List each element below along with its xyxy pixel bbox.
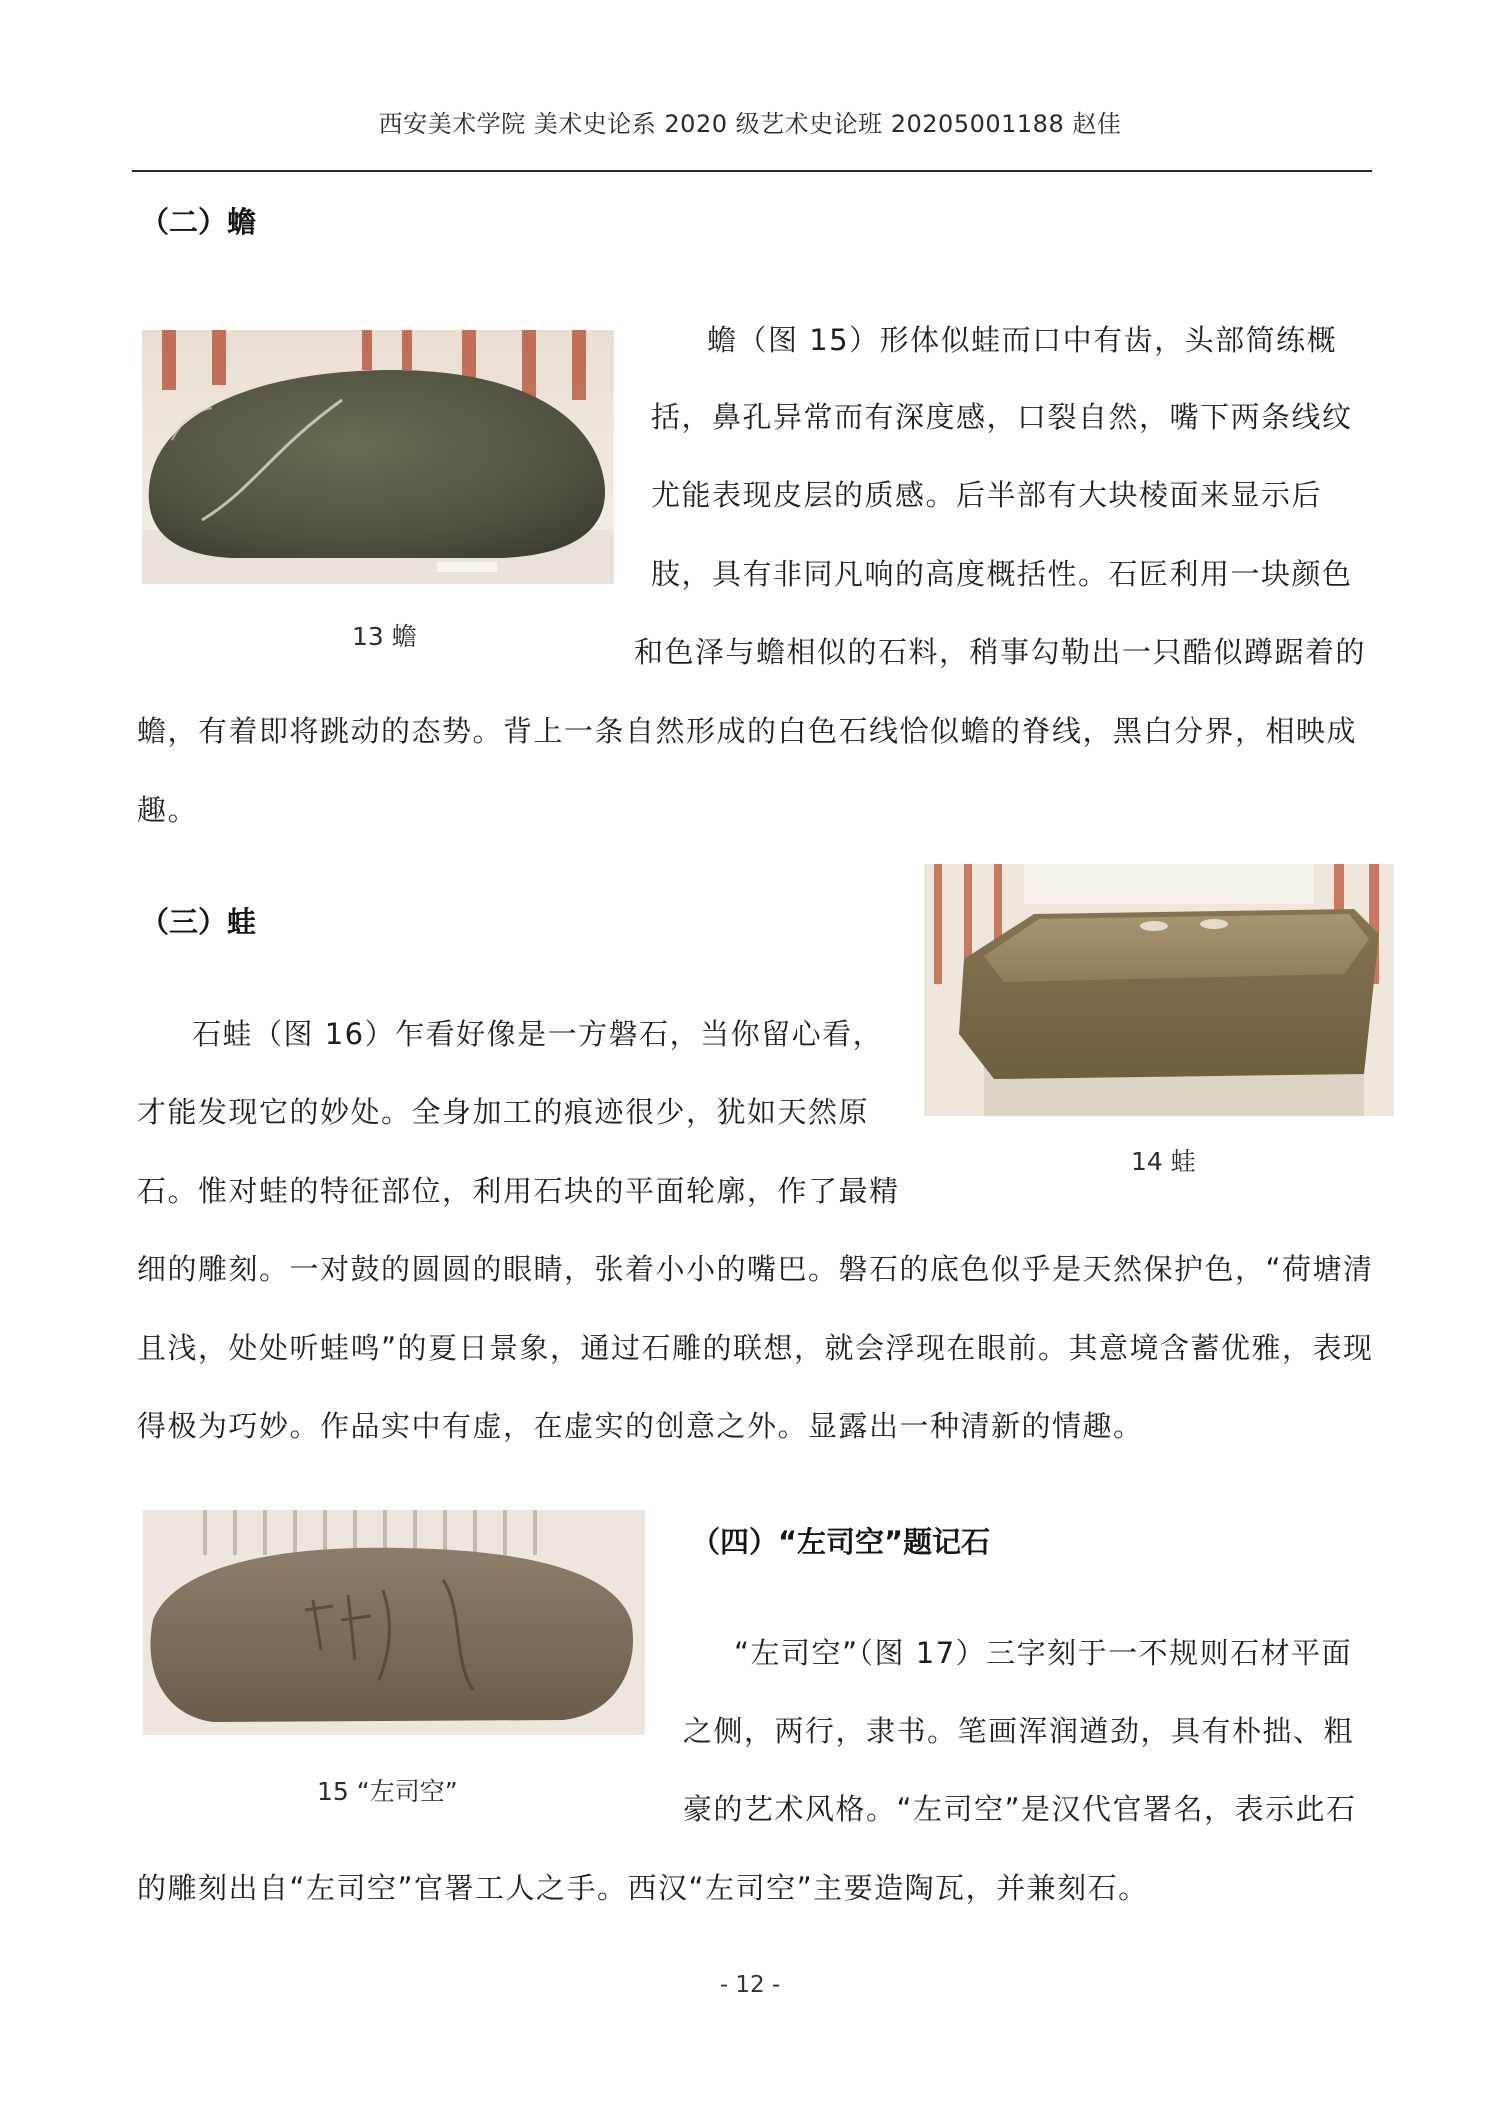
section-heading-toad: （二）蟾 [140, 205, 257, 239]
paragraph-line: 才能发现它的妙处。全身加工的痕迹很少，犹如天然原 [137, 1095, 870, 1129]
paragraph-line: 肢，具有非同凡响的高度概括性。石匠利用一块颜色 [651, 557, 1353, 591]
paragraph-line: 蟾，有着即将跳动的态势。背上一条自然形成的白色石线恰似蟾的脊线，黑白分界，相映成 [137, 714, 1358, 748]
photo-toad-stone [142, 330, 614, 584]
caption-toad: 13 蟾 [352, 622, 417, 651]
paragraph-line: 石。惟对蛙的特征部位，利用石块的平面轮廓，作了最精 [137, 1174, 900, 1208]
paragraph-line: 尤能表现皮层的质感。后半部有大块棱面来显示后 [651, 478, 1323, 512]
caption-inscription: 15 “左司空” [317, 1777, 458, 1806]
paragraph-line: “左司空”（图 17）三字刻于一不规则石材平面 [734, 1636, 1353, 1670]
section-heading-inscription: （四）“左司空”题记石 [691, 1525, 991, 1559]
paragraph-line: 石蛙（图 16）乍看好像是一方磐石，当你留心看， [192, 1017, 884, 1051]
paragraph-line: 括，鼻孔异常而有深度感，口裂自然，嘴下两条线纹 [651, 400, 1353, 434]
page-number: - 12 - [719, 1972, 781, 1998]
section-heading-frog: （三）蛙 [140, 905, 257, 939]
photo-inscription-stone [143, 1510, 645, 1735]
paragraph-line: 的雕刻出自“左司空”官署工人之手。西汉“左司空”主要造陶瓦，并兼刻石。 [137, 1871, 1149, 1905]
paragraph-line: 蟾（图 15）形体似蛙而口中有齿，头部简练概 [707, 323, 1338, 357]
page-header: 西安美术学院 美术史论系 2020 级艺术史论班 20205001188 赵佳 [378, 110, 1122, 138]
paragraph-line: 和色泽与蟾相似的石料，稍事勾勒出一只酷似蹲踞着的 [634, 635, 1367, 669]
paragraph-line: 得极为巧妙。作品实中有虚，在虚实的创意之外。显露出一种清新的情趣。 [137, 1409, 1144, 1443]
paragraph-line: 豪的艺术风格。“左司空”是汉代官署名，表示此石 [683, 1792, 1357, 1826]
header-rule [132, 170, 1372, 172]
paragraph-line: 之侧，两行，隶书。笔画浑润遒劲，具有朴拙、粗 [683, 1714, 1355, 1748]
paragraph-line: 细的雕刻。一对鼓的圆圆的眼睛，张着小小的嘴巴。磐石的底色似乎是天然保护色，“荷塘清 [137, 1252, 1374, 1286]
paragraph-line: 且浅，处处听蛙鸣”的夏日景象，通过石雕的联想，就会浮现在眼前。其意境含蓄优雅，表现 [137, 1331, 1374, 1365]
paragraph-line: 趣。 [137, 793, 199, 827]
photo-frog-stone [924, 864, 1394, 1116]
caption-frog: 14 蛙 [1131, 1147, 1196, 1176]
